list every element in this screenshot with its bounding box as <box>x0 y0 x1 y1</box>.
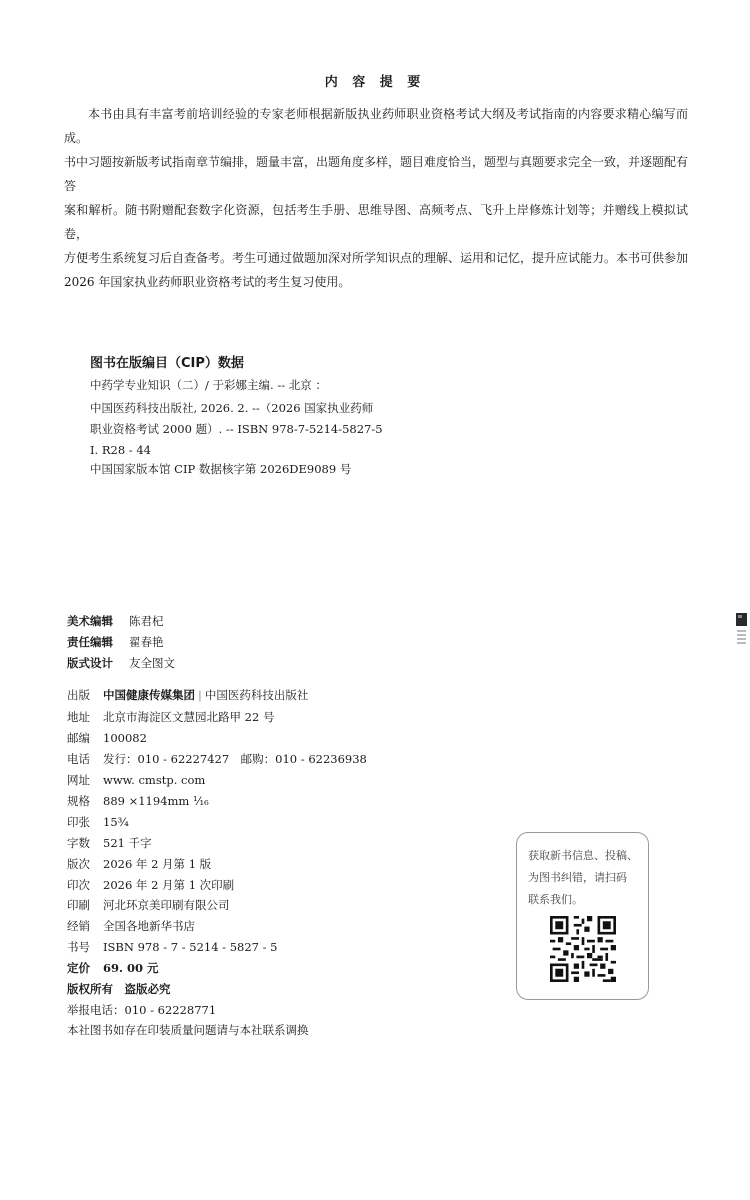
meta-value: 发行：010 - 62227427 邮购：010 - 62236938 <box>103 752 367 766</box>
meta-row <box>67 772 205 788</box>
cip-line: 中国医药科技出版社, 2026. 2. --（2026 国家执业药师 <box>90 401 374 415</box>
summary-line: 方便考生系统复习后自查备考。考生可通过做题加深对所学知识点的理解、运用和记忆，提升应试能力。本书可供参加 <box>64 251 689 265</box>
qr-caption-line: 获取新书信息、投稿、 <box>528 849 638 862</box>
meta-row <box>67 856 211 872</box>
meta-value: 河北环京美印刷有限公司 <box>103 898 230 912</box>
meta-value: 2026 年 2 月第 1 版 <box>103 857 212 871</box>
cip-line: 中药学专业知识（二）/ 于彩娜主编. -- 北京 ： <box>90 378 327 392</box>
meta-key: 规格 <box>67 794 90 808</box>
meta-value: 889 ×1194mm ¹⁄₁₆ <box>103 794 209 808</box>
meta-key: 字数 <box>67 836 90 850</box>
cip-line: 职业资格考试 2000 题）. -- ISBN 978-7-5214-5827-5 <box>90 422 383 436</box>
editor-row <box>67 634 164 650</box>
price-key: 定价 <box>67 961 90 975</box>
editor-key: 责任编辑 <box>67 635 113 649</box>
separator: | <box>198 688 202 702</box>
qr-code-icon[interactable] <box>550 916 616 982</box>
qr-caption <box>528 845 644 911</box>
meta-key: 地址 <box>67 710 90 724</box>
summary-line: 案和解析。随书附赠配套数字化资源，包括考生手册、思维导图、高频考点、飞升上岸修炼计划等；并赠线上模拟试卷， <box>64 203 688 241</box>
meta-key: 网址 <box>67 773 90 787</box>
editor-row <box>67 655 175 671</box>
meta-row <box>67 709 274 725</box>
meta-row <box>67 877 234 893</box>
meta-row <box>67 835 152 851</box>
meta-value: 全国各地新华书店 <box>103 919 195 933</box>
meta-value: 北京市海淀区文慧园北路甲 22 号 <box>103 710 275 724</box>
meta-row <box>67 751 367 767</box>
meta-row <box>67 918 195 934</box>
price-value: 69. 00 元 <box>103 961 159 975</box>
meta-key: 经销 <box>67 919 90 933</box>
meta-key: 印张 <box>67 815 90 829</box>
meta-row <box>67 730 147 746</box>
meta-key: 版次 <box>67 857 90 871</box>
meta-value: 521 千字 <box>103 836 152 850</box>
meta-row <box>67 814 129 830</box>
meta-row <box>67 793 209 809</box>
meta-row-publisher <box>67 687 308 703</box>
publisher-name: 中国医药科技出版社 <box>204 688 309 702</box>
meta-key: 印刷 <box>67 898 90 912</box>
qr-card <box>516 832 649 1000</box>
content-summary <box>64 102 688 294</box>
qr-caption-line: 为图书纠错，请扫码 <box>528 871 627 884</box>
summary-line: 本书由具有丰富考前培训经验的专家老师根据新版执业药师职业资格考试大纲及考试指南的内容要求精心编写而成。 <box>64 107 688 145</box>
summary-line: 2026 年国家执业药师职业资格考试的考生复习使用。 <box>64 275 351 289</box>
page-title: 内 容 提 要 <box>324 75 426 90</box>
editor-value: 翟春艳 <box>129 635 164 649</box>
meta-key: 电话 <box>67 752 90 766</box>
meta-value: 100082 <box>103 731 147 745</box>
report-phone: 举报电话：010 - 62228771 <box>67 1003 217 1017</box>
meta-value: www. cmstp. com <box>103 773 206 787</box>
editor-value: 友全图文 <box>129 656 175 670</box>
publisher-group: 中国健康传媒集团 <box>103 688 195 702</box>
meta-row <box>67 939 278 955</box>
price-row <box>67 960 159 976</box>
summary-line: 书中习题按新版考试指南章节编排，题量丰富，出题角度多样，题目难度恰当，题型与真题要求完全一致，并逐题配有答 <box>64 155 689 193</box>
meta-row <box>67 897 230 913</box>
meta-key: 书号 <box>67 940 90 954</box>
meta-value: 15¾ <box>103 815 129 829</box>
meta-key: 出版 <box>67 688 90 702</box>
cip-line: 中国国家版本馆 CIP 数据核字第 2026DE9089 号 <box>90 462 352 476</box>
editor-row <box>67 613 164 629</box>
meta-key: 印次 <box>67 878 90 892</box>
cip-heading: 图书在版编目（CIP）数据 <box>90 356 244 371</box>
editor-value: 陈君杞 <box>129 614 164 628</box>
quality-notice: 本社图书如存在印装质量问题请与本社联系调换 <box>67 1023 309 1037</box>
meta-key: 邮编 <box>67 731 90 745</box>
meta-value: 2026 年 2 月第 1 次印刷 <box>103 878 235 892</box>
side-tab-mark-icon <box>736 613 748 649</box>
rights-notice: 版权所有 盗版必究 <box>67 982 171 996</box>
editor-key: 美术编辑 <box>67 614 113 628</box>
editor-key: 版式设计 <box>67 656 113 670</box>
cip-line: Ⅰ. R28 - 44 <box>90 443 151 457</box>
meta-value: ISBN 978 - 7 - 5214 - 5827 - 5 <box>103 940 278 954</box>
qr-caption-line: 联系我们。 <box>528 893 583 906</box>
